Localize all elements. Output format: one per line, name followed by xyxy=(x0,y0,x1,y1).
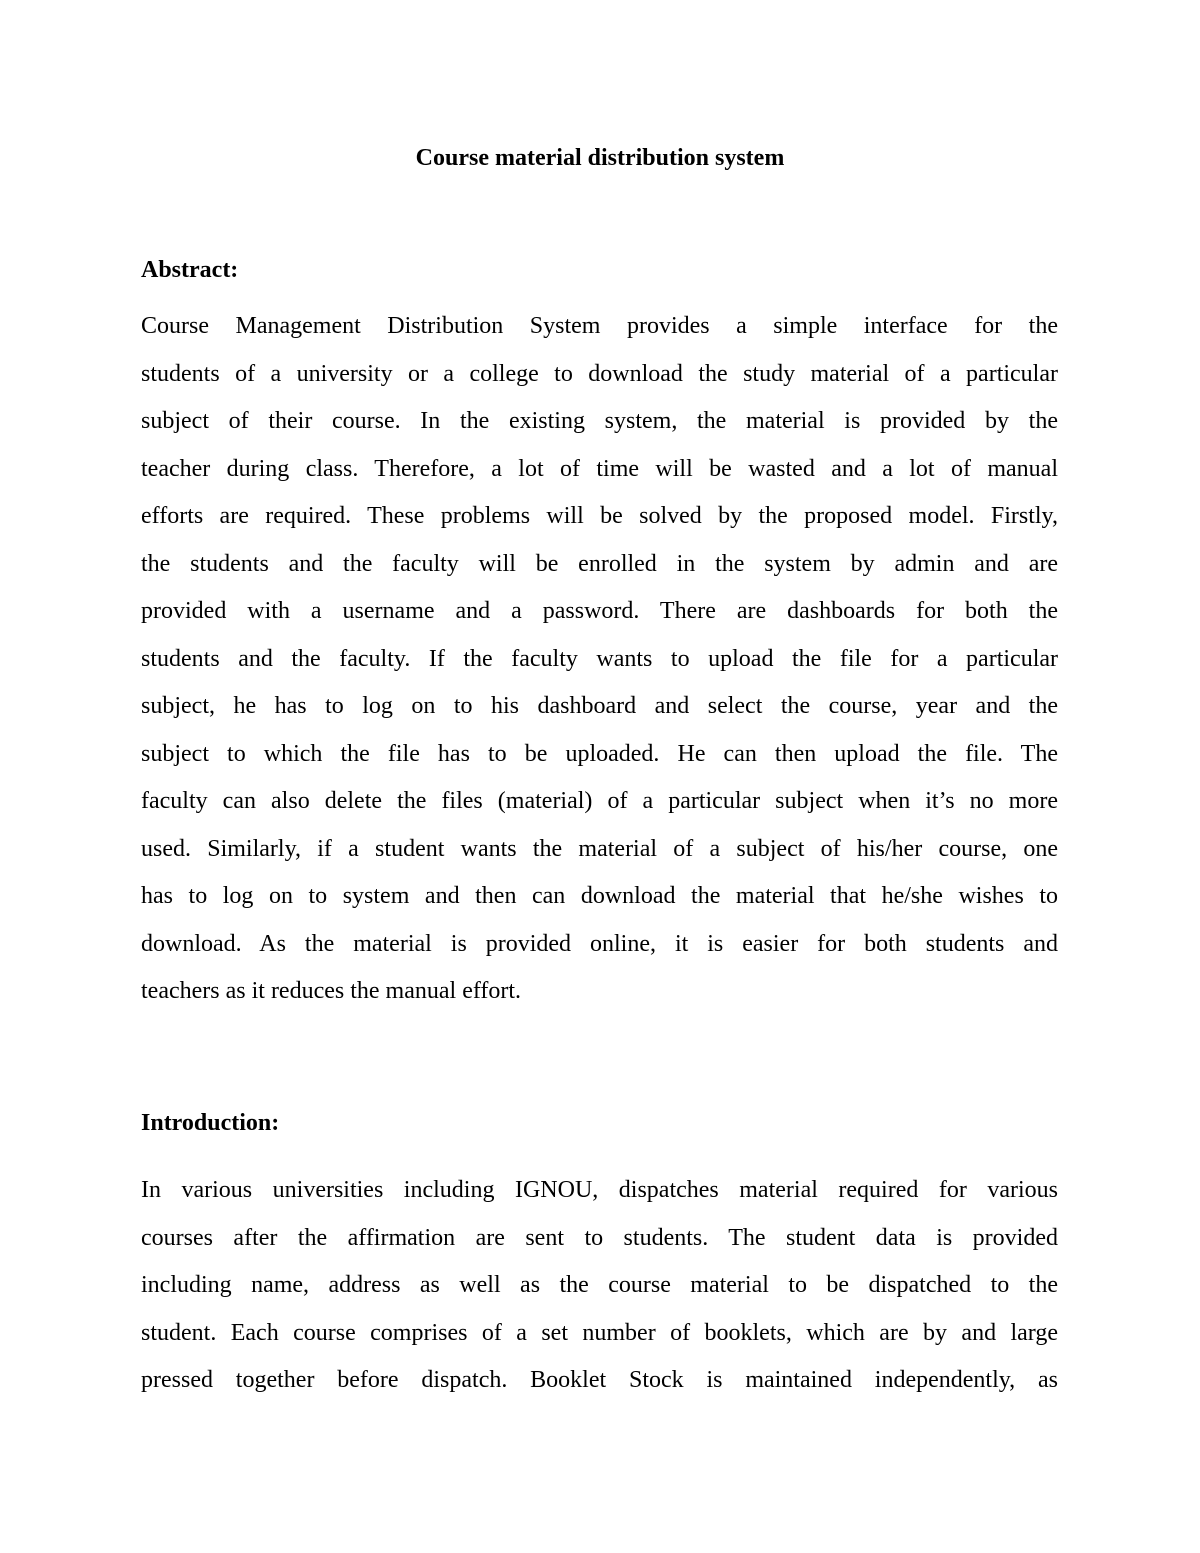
introduction-heading: Introduction: xyxy=(141,1110,280,1136)
abstract-line: subject of their course. In the existing system, the material is provided by the xyxy=(141,408,1058,434)
abstract-line: subject to which the file has to be uploaded. He can then upload the file. The xyxy=(141,740,1058,767)
abstract-line: efforts are required. These problems will be solved by the proposed model. Firstly, xyxy=(141,503,1058,529)
abstract-paragraph xyxy=(141,303,1058,1016)
abstract-line: the students and the faculty will be enrolled in the system by admin and are xyxy=(141,550,1058,577)
abstract-line: subject, he has to log on to his dashboard and select the course, year and the xyxy=(141,693,1058,719)
abstract-heading: Abstract: xyxy=(141,257,239,283)
abstract-line: teachers as it reduces the manual effort. xyxy=(141,978,522,1004)
abstract-line: faculty can also delete the files (material) of a particular subject when it’s no more xyxy=(141,788,1058,814)
abstract-line: provided with a username and a password. There are dashboards for both the xyxy=(141,598,1058,624)
abstract-line: has to log on to system and then can download the material that he/she wishes to xyxy=(141,883,1058,909)
introduction-line: pressed together before dispatch. Booklet Stock is maintained independently, as xyxy=(141,1367,1058,1393)
introduction-line: student. Each course comprises of a set number of booklets, which are by and large xyxy=(141,1319,1058,1346)
abstract-line: teacher during class. Therefore, a lot of time will be wasted and a lot of manual xyxy=(141,455,1058,482)
introduction-paragraph xyxy=(141,1167,1058,1405)
introduction-line: In various universities including IGNOU, dispatches material required for various xyxy=(141,1177,1058,1203)
abstract-line: download. As the material is provided online, it is easier for both students and xyxy=(141,930,1058,957)
introduction-line: courses after the affirmation are sent to students. The student data is provided xyxy=(141,1224,1058,1251)
abstract-line: used. Similarly, if a student wants the material of a subject of his/her course, one xyxy=(141,835,1058,862)
abstract-line: Course Management Distribution System provides a simple interface for the xyxy=(141,313,1058,339)
abstract-line: students of a university or a college to download the study material of a particular xyxy=(141,360,1058,387)
document-title: Course material distribution system xyxy=(415,145,785,171)
introduction-line: including name, address as well as the course material to be dispatched to the xyxy=(141,1272,1058,1298)
abstract-line: students and the faculty. If the faculty wants to upload the file for a particular xyxy=(141,645,1058,672)
